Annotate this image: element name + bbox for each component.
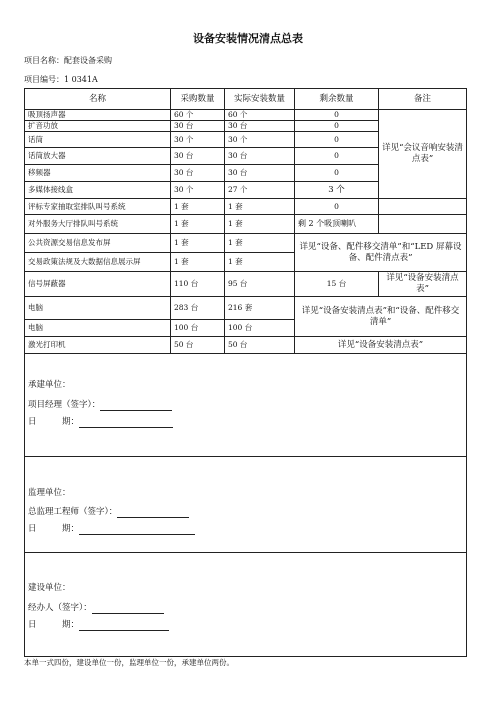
table-row [25,272,467,297]
table-row [25,337,467,354]
note-audio: 详见“会议音响安装清点表” [379,110,467,199]
remaining-qty: 0 [295,110,379,121]
remaining-qty: 3 个 [295,182,379,199]
header-name: 名称 [25,89,171,110]
table-row [25,110,467,121]
table-row [25,215,467,234]
item-name: 话筒放大器 [25,148,171,165]
installed-qty: 100 台 [225,320,295,337]
header-installed: 实际安装数量 [225,89,295,110]
item-name: 电脑 [25,297,171,320]
sign-role-row [28,400,172,411]
remaining-qty: 0 [295,148,379,165]
installed-qty: 1 套 [225,234,295,253]
purchase-qty: 1 套 [171,199,225,215]
sign-unit: 承建单位： [28,380,71,390]
remaining-qty: 0 [295,132,379,148]
sign-role-row [28,603,164,614]
item-name: 移频器 [25,165,171,182]
item-name: 多媒体接线盒 [25,182,171,199]
purchase-qty: 1 套 [171,253,225,272]
sign-role: 项目经理（签字）： [28,400,101,410]
sign-date-row [28,620,169,631]
purchase-qty: 283 台 [171,297,225,320]
remaining-qty: 0 [295,165,379,182]
installed-qty: 1 套 [225,215,295,234]
installed-qty: 216 套 [225,297,295,320]
purchase-qty: 30 个 [171,132,225,148]
header-notes: 备注 [379,89,467,110]
sign-date: 日 期： [28,620,80,630]
header-remaining: 剩余数量 [295,89,379,110]
installed-qty: 60 个 [225,110,295,121]
sign-role-row [28,507,189,518]
item-name: 电脑 [25,320,171,337]
note-empty [379,215,467,234]
installed-qty: 95 台 [225,272,295,297]
purchase-qty: 30 台 [171,121,225,132]
note-shield: 详见“设备安装清点表” [379,272,467,297]
note-screens: 详见“设备、配件移交清单”和“LED 屏幕设备、配件清点表” [295,234,467,272]
purchase-qty: 30 台 [171,148,225,165]
purchase-qty: 1 套 [171,215,225,234]
signature-field[interactable] [117,517,189,518]
signature-field[interactable] [100,410,172,411]
installed-qty: 30 台 [225,121,295,132]
sign-unit: 建设单位： [28,583,71,593]
page-title: 设备安装情况清点总表 [193,32,303,45]
sign-date: 日 期： [28,524,80,534]
installed-qty: 1 套 [225,253,295,272]
sign-role: 经办人（签字）： [28,603,92,613]
sign-date-row [28,524,195,535]
installed-qty: 1 套 [225,199,295,215]
sign-section-contractor [25,354,467,457]
project-number: 项目编号：1 0341A [24,75,98,84]
footer-note: 本单一式四份，建设单位一份，监理单位一份，承建单位两份。 [24,658,234,667]
note-empty [379,199,467,215]
installed-qty: 27 个 [225,182,295,199]
installed-qty: 30 个 [225,132,295,148]
note-printer: 详见“设备安装清点表” [295,337,467,354]
sign-section-supervisor [25,457,467,553]
date-field[interactable] [79,534,195,535]
item-name: 公共资源交易信息发布屏 [25,234,171,253]
remaining-qty: 剩 2 个吸顶喇叭 [295,215,379,234]
purchase-qty: 30 台 [171,165,225,182]
header-row [25,89,467,110]
table-row [25,199,467,215]
purchase-qty: 60 个 [171,110,225,121]
item-name: 评标专家抽取室排队叫号系统 [25,199,171,215]
date-field[interactable] [79,630,169,631]
sign-unit: 监理单位： [28,488,71,498]
installed-qty: 30 台 [225,165,295,182]
purchase-qty: 1 套 [171,234,225,253]
item-name: 信号屏蔽器 [25,272,171,297]
remaining-qty: 0 [295,199,379,215]
sign-role: 总监理工程师（签字）： [28,507,118,517]
project-name: 项目名称：配套设备采购 [24,56,112,65]
item-name: 扩音功放 [25,121,171,132]
purchase-qty: 100 台 [171,320,225,337]
signature-field[interactable] [92,613,164,614]
item-name: 话筒 [25,132,171,148]
item-name: 对外服务大厅排队叫号系统 [25,215,171,234]
header-purchase: 采购数量 [171,89,225,110]
table-row [25,234,467,253]
remaining-qty: 0 [295,121,379,132]
purchase-qty: 50 台 [171,337,225,354]
sign-section-owner [25,553,467,657]
remaining-qty: 15 台 [295,272,379,297]
purchase-qty: 30 个 [171,182,225,199]
installed-qty: 50 台 [225,337,295,354]
table-row [25,297,467,320]
inventory-table [24,88,467,657]
installed-qty: 30 台 [225,148,295,165]
item-name: 交易政策法规及大数据信息展示屏 [25,253,171,272]
purchase-qty: 110 台 [171,272,225,297]
date-field[interactable] [79,427,173,428]
item-name: 吸顶扬声器 [25,110,171,121]
note-computers: 详见“设备安装清点表”和“设备、配件移交清单” [295,297,467,337]
sign-date-row [28,417,173,428]
sign-date: 日 期： [28,417,80,427]
item-name: 激光打印机 [25,337,171,354]
